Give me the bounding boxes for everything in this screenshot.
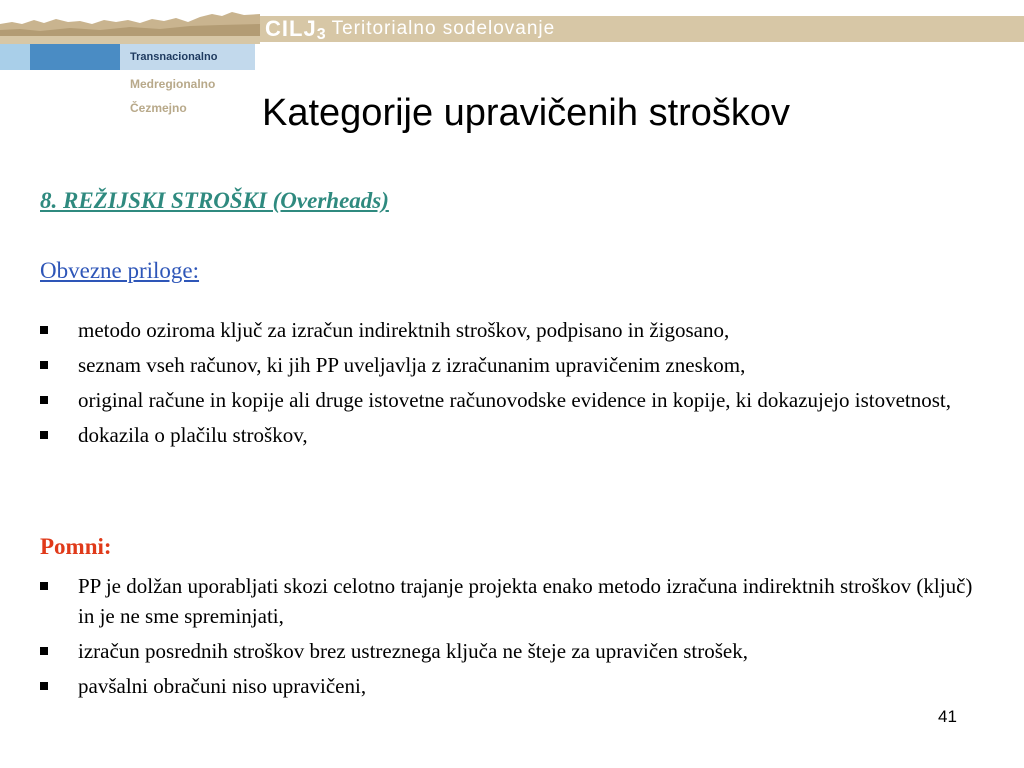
bullet-square-icon [40,326,48,334]
list-item-text: original račune in kopije ali druge istovetne računovodske evidence in kopije, ki dokazujejo istovetnost, [78,388,952,412]
reminder-heading: Pomni: [40,534,112,559]
list-item [40,385,990,415]
list-item-text: metodo oziroma ključ za izračun indirektnih stroškov, podpisano in žigosano, [78,318,730,342]
list-item [40,315,990,345]
reminder-list [40,571,990,706]
coop-bar-dark [30,44,120,70]
bullet-square-icon [40,682,48,690]
bullet-square-icon [40,431,48,439]
slide-title: Kategorije upravičenih stroškov [262,92,791,134]
attachments-heading: Obvezne priloge: [40,258,200,283]
list-item [40,350,990,380]
page-number: 41 [938,707,957,726]
list-item [40,571,990,631]
mountain-landscape-icon [0,0,260,44]
list-item-text: dokazila o plačilu stroškov, [78,423,308,447]
brand-name: CILJ [265,16,317,41]
bullet-square-icon [40,647,48,655]
section-heading: 8. REŽIJSKI STROŠKI (Overheads) [40,188,389,213]
list-item-text: PP je dolžan uporabljati skozi celotno trajanje projekta enako metodo izračuna indirektnih stroškov (ključ) in je ne sme spreminjati, [78,574,973,628]
list-item-text: pavšalni obračuni niso upravičeni, [78,674,367,698]
coop-type-active: Transnacionalno [120,44,255,70]
bullet-square-icon [40,582,48,590]
brand-number: 3 [316,26,326,43]
program-title: Teritorialno sodelovanje [331,18,556,39]
bullet-square-icon [40,361,48,369]
list-item [40,671,990,701]
list-item [40,636,990,666]
header-band [0,0,1024,44]
program-brand [265,15,555,43]
attachments-list [40,315,990,455]
coop-type-interregional: Medregionalno [130,77,216,91]
coop-type-crossborder: Čezmejno [130,101,187,115]
list-item-text: seznam vseh računov, ki jih PP uveljavlja z izračunanim upravičenim zneskom, [78,353,746,377]
list-item [40,420,990,450]
bullet-square-icon [40,396,48,404]
list-item-text: izračun posrednih stroškov brez ustreznega ključa ne šteje za upravičen strošek, [78,639,748,663]
